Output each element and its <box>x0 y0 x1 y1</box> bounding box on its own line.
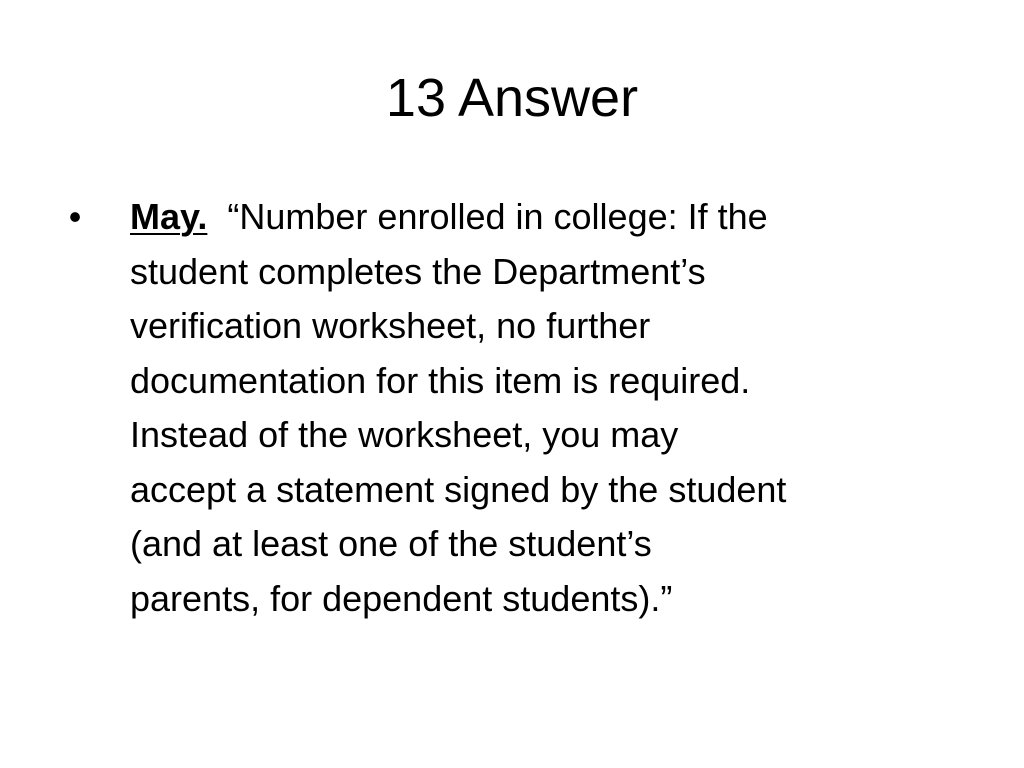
bullet-item <box>60 190 980 626</box>
bullet-dot-icon: • <box>68 196 82 237</box>
bullet-text: “Number enrolled in college: If the <box>227 196 768 237</box>
slide-title: 13 Answer <box>385 68 639 128</box>
bullet-line-3: verification worksheet, no further <box>130 305 651 346</box>
answer-keyword: May. <box>130 196 208 237</box>
bullet-line-8: parents, for dependent students).” <box>130 577 673 619</box>
bullet-line-7: (and at least one of the student’s <box>130 523 652 564</box>
bullet-line-6: accept a statement signed by the student <box>130 468 787 510</box>
bullet-line-1 <box>130 190 980 245</box>
bullet-line-4: documentation for this item is required. <box>130 359 751 401</box>
bullet-list <box>60 190 980 626</box>
bullet-line-5: Instead of the worksheet, you may <box>130 414 679 455</box>
bullet-line-2: student completes the Department’s <box>130 250 706 292</box>
